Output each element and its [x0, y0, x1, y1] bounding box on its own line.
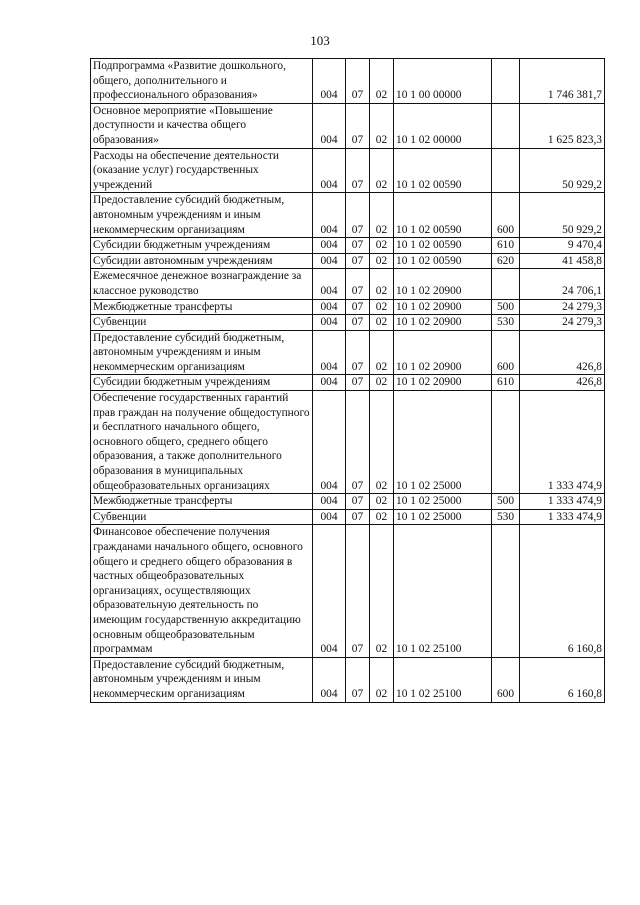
target-article-cell: 10 1 02 25100: [394, 657, 492, 702]
target-article-cell: 10 1 02 20900: [394, 330, 492, 375]
row-name-cell: Предоставление субсидий бюджетным, автономным учреждениям и иным некоммерческим организациям: [91, 193, 313, 238]
amount-cell: 24 706,1: [520, 269, 605, 299]
row-name-cell: Предоставление субсидий бюджетным, автономным учреждениям и иным некоммерческим организациям: [91, 330, 313, 375]
section-code-cell: 07: [346, 375, 370, 391]
target-article-cell: 10 1 02 00590: [394, 238, 492, 254]
admin-code-cell: 004: [313, 315, 346, 331]
section-code-cell: 07: [346, 103, 370, 148]
admin-code-cell: 004: [313, 269, 346, 299]
table-row: [91, 269, 605, 299]
amount-cell: 6 160,8: [520, 657, 605, 702]
amount-cell: 50 929,2: [520, 193, 605, 238]
admin-code-cell: 004: [313, 509, 346, 525]
admin-code-cell: 004: [313, 391, 346, 494]
row-name-cell: Субсидии бюджетным учреждениям: [91, 375, 313, 391]
admin-code-cell: 004: [313, 330, 346, 375]
section-code-cell: 07: [346, 391, 370, 494]
row-name-cell: Обеспечение государственных гарантий прав граждан на получение общедоступного и бесплатного начального общего, основного общего, среднего общего образования, а также дополнительного образования в муниципальных общеобразовательных организациях: [91, 391, 313, 494]
subsection-code-cell: 02: [370, 657, 394, 702]
section-code-cell: 07: [346, 238, 370, 254]
target-article-cell: 10 1 02 20900: [394, 315, 492, 331]
target-article-cell: 10 1 02 00000: [394, 103, 492, 148]
table-row: [91, 494, 605, 510]
admin-code-cell: 004: [313, 525, 346, 657]
subsection-code-cell: 02: [370, 509, 394, 525]
amount-cell: 41 458,8: [520, 253, 605, 269]
table-row: [91, 509, 605, 525]
amount-cell: 1 333 474,9: [520, 494, 605, 510]
subsection-code-cell: 02: [370, 494, 394, 510]
admin-code-cell: 004: [313, 375, 346, 391]
section-code-cell: 07: [346, 253, 370, 269]
subsection-code-cell: 02: [370, 269, 394, 299]
target-article-cell: 10 1 02 25000: [394, 509, 492, 525]
expense-type-cell: [492, 269, 520, 299]
row-name-cell: Подпрограмма «Развитие дошкольного, общего, дополнительного и профессионального образования»: [91, 59, 313, 104]
section-code-cell: 07: [346, 299, 370, 315]
subsection-code-cell: 02: [370, 148, 394, 193]
subsection-code-cell: 02: [370, 59, 394, 104]
subsection-code-cell: 02: [370, 238, 394, 254]
row-name-cell: Субвенции: [91, 315, 313, 331]
subsection-code-cell: 02: [370, 103, 394, 148]
table-row: [91, 299, 605, 315]
expense-type-cell: [492, 59, 520, 104]
target-article-cell: 10 1 02 20900: [394, 375, 492, 391]
section-code-cell: 07: [346, 269, 370, 299]
expense-type-cell: [492, 525, 520, 657]
expense-type-cell: 620: [492, 253, 520, 269]
page-number: 103: [310, 33, 330, 48]
table-row: [91, 375, 605, 391]
target-article-cell: 10 1 02 00590: [394, 193, 492, 238]
amount-cell: 6 160,8: [520, 525, 605, 657]
expense-type-cell: 530: [492, 315, 520, 331]
table-row: [91, 525, 605, 657]
target-article-cell: 10 1 02 25100: [394, 525, 492, 657]
section-code-cell: 07: [346, 315, 370, 331]
table-row: [91, 103, 605, 148]
expense-type-cell: 500: [492, 299, 520, 315]
admin-code-cell: 004: [313, 148, 346, 193]
table-row: [91, 315, 605, 331]
subsection-code-cell: 02: [370, 525, 394, 657]
amount-cell: 426,8: [520, 330, 605, 375]
admin-code-cell: 004: [313, 657, 346, 702]
target-article-cell: 10 1 02 20900: [394, 269, 492, 299]
budget-table-body: [91, 59, 605, 703]
expense-type-cell: 530: [492, 509, 520, 525]
row-name-cell: Финансовое обеспечение получения гражданами начального общего, основного общего и среднего общего образования в частных общеобразовательных организациях, осуществляющих образовательную деятельность по имеющим государственную аккредитацию основным общеобразовательным программам: [91, 525, 313, 657]
section-code-cell: 07: [346, 59, 370, 104]
row-name-cell: Межбюджетные трансферты: [91, 494, 313, 510]
expense-type-cell: 500: [492, 494, 520, 510]
row-name-cell: Ежемесячное денежное вознаграждение за классное руководство: [91, 269, 313, 299]
row-name-cell: Предоставление субсидий бюджетным, автономным учреждениям и иным некоммерческим организациям: [91, 657, 313, 702]
target-article-cell: 10 1 00 00000: [394, 59, 492, 104]
admin-code-cell: 004: [313, 253, 346, 269]
section-code-cell: 07: [346, 494, 370, 510]
admin-code-cell: 004: [313, 494, 346, 510]
subsection-code-cell: 02: [370, 253, 394, 269]
amount-cell: 24 279,3: [520, 299, 605, 315]
row-name-cell: Межбюджетные трансферты: [91, 299, 313, 315]
section-code-cell: 07: [346, 330, 370, 375]
target-article-cell: 10 1 02 25000: [394, 391, 492, 494]
expense-type-cell: 610: [492, 238, 520, 254]
row-name-cell: Основное мероприятие «Повышение доступности и качества общего образования»: [91, 103, 313, 148]
section-code-cell: 07: [346, 148, 370, 193]
table-row: [91, 330, 605, 375]
expense-type-cell: 610: [492, 375, 520, 391]
subsection-code-cell: 02: [370, 391, 394, 494]
expense-type-cell: [492, 148, 520, 193]
target-article-cell: 10 1 02 00590: [394, 253, 492, 269]
target-article-cell: 10 1 02 20900: [394, 299, 492, 315]
admin-code-cell: 004: [313, 103, 346, 148]
table-row: [91, 253, 605, 269]
admin-code-cell: 004: [313, 59, 346, 104]
amount-cell: 1 333 474,9: [520, 391, 605, 494]
row-name-cell: Расходы на обеспечение деятельности (оказание услуг) государственных учреждений: [91, 148, 313, 193]
admin-code-cell: 004: [313, 238, 346, 254]
table-row: [91, 59, 605, 104]
table-row: [91, 391, 605, 494]
table-row: [91, 238, 605, 254]
expense-type-cell: [492, 103, 520, 148]
expense-type-cell: 600: [492, 193, 520, 238]
section-code-cell: 07: [346, 193, 370, 238]
expense-type-cell: 600: [492, 657, 520, 702]
admin-code-cell: 004: [313, 193, 346, 238]
subsection-code-cell: 02: [370, 315, 394, 331]
section-code-cell: 07: [346, 525, 370, 657]
table-row: [91, 193, 605, 238]
target-article-cell: 10 1 02 00590: [394, 148, 492, 193]
amount-cell: 426,8: [520, 375, 605, 391]
row-name-cell: Субсидии автономным учреждениям: [91, 253, 313, 269]
section-code-cell: 07: [346, 657, 370, 702]
target-article-cell: 10 1 02 25000: [394, 494, 492, 510]
amount-cell: 24 279,3: [520, 315, 605, 331]
subsection-code-cell: 02: [370, 299, 394, 315]
row-name-cell: Субвенции: [91, 509, 313, 525]
amount-cell: 1 746 381,7: [520, 59, 605, 104]
subsection-code-cell: 02: [370, 330, 394, 375]
subsection-code-cell: 02: [370, 193, 394, 238]
row-name-cell: Субсидии бюджетным учреждениям: [91, 238, 313, 254]
table-row: [91, 148, 605, 193]
table-row: [91, 657, 605, 702]
amount-cell: 50 929,2: [520, 148, 605, 193]
amount-cell: 1 333 474,9: [520, 509, 605, 525]
section-code-cell: 07: [346, 509, 370, 525]
expense-type-cell: [492, 391, 520, 494]
amount-cell: 9 470,4: [520, 238, 605, 254]
budget-table: [90, 58, 605, 703]
subsection-code-cell: 02: [370, 375, 394, 391]
amount-cell: 1 625 823,3: [520, 103, 605, 148]
expense-type-cell: 600: [492, 330, 520, 375]
admin-code-cell: 004: [313, 299, 346, 315]
